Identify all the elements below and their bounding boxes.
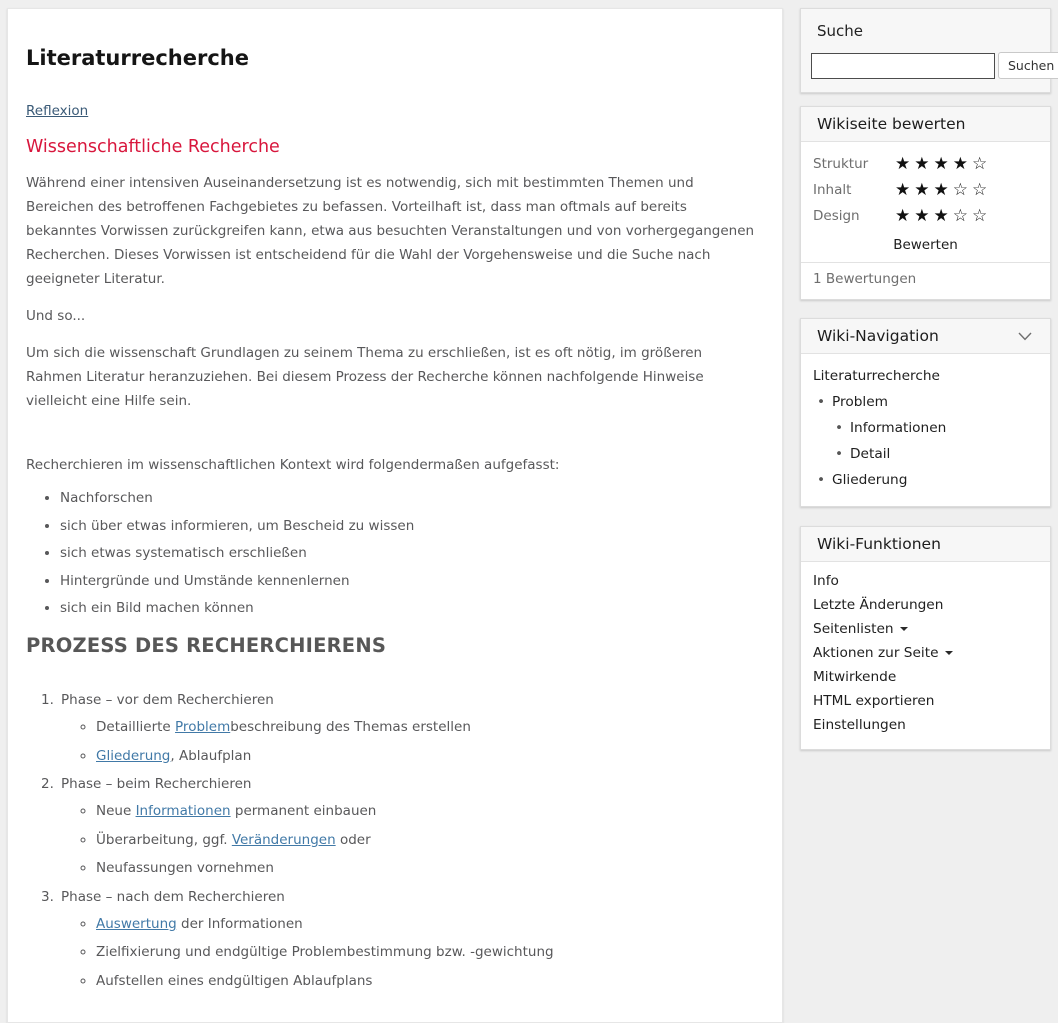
phase-sub-item: ◦ Neufassungen vornehmen — [96, 861, 756, 877]
function-item-label: Mitwirkende — [813, 669, 897, 685]
function-item-label: Letzte Änderungen — [813, 597, 944, 613]
search-input[interactable] — [811, 53, 995, 79]
phase-sub-item: ◦ Detaillierte Problembeschreibung des Themas erstellen — [96, 720, 756, 736]
wiki-functions-panel — [800, 526, 1051, 750]
context-bullet-item: • Hintergründe und Umstände kennenlernen — [60, 574, 756, 589]
content-link[interactable]: Auswertung — [96, 915, 177, 932]
star-filled-icon[interactable]: ★ — [895, 153, 915, 174]
star-filled-icon[interactable]: ★ — [914, 205, 934, 226]
bullet-icon: • — [835, 420, 844, 436]
rating-label: Inhalt — [813, 182, 852, 198]
star-rating[interactable] — [895, 153, 992, 174]
star-empty-icon[interactable]: ☆ — [952, 205, 972, 226]
phase-item — [41, 692, 756, 764]
function-item-info[interactable] — [813, 574, 1038, 588]
rating-row — [813, 177, 1038, 203]
phase-sub-item: ◦ Überarbeitung, ggf. Veränderungen oder — [96, 833, 756, 849]
phase-sub-item: ◦ Auswertung der Informationen — [96, 917, 756, 933]
nav-item-label: Literaturrecherche — [813, 368, 940, 384]
rating-count: 1 Bewertungen — [813, 271, 917, 287]
phase-title — [41, 692, 756, 708]
wiki-functions-title: Wiki-Funktionen — [817, 535, 941, 553]
nav-item-label: Detail — [850, 446, 891, 462]
phase-number: 3. — [41, 888, 54, 905]
star-empty-icon[interactable]: ☆ — [972, 205, 992, 226]
rating-label: Struktur — [813, 156, 869, 172]
rating-row — [813, 151, 1038, 177]
star-filled-icon[interactable]: ★ — [933, 179, 953, 200]
function-item-seitenlisten[interactable] — [813, 622, 1038, 636]
phase-item — [41, 888, 756, 990]
star-empty-icon[interactable]: ☆ — [952, 179, 972, 200]
star-rating[interactable] — [895, 205, 992, 226]
search-button[interactable]: Suchen — [998, 52, 1058, 79]
nav-item-literaturrecherche[interactable] — [813, 368, 1034, 384]
nav-item-gliederung[interactable] — [813, 472, 1034, 488]
phase-title — [41, 888, 756, 905]
star-filled-icon[interactable]: ★ — [933, 153, 953, 174]
phase-sub-item: ◦ Gliederung, Ablaufplan — [96, 749, 756, 765]
bullet-icon: • — [817, 394, 826, 410]
context-list — [26, 491, 756, 616]
star-filled-icon[interactable]: ★ — [895, 179, 915, 200]
nav-item-problem[interactable] — [813, 394, 1034, 410]
paragraph-grundlagen: Um sich die wissenschaft Grundlagen zu seinem Thema zu erschließen, ist es oft nötig, im größeren Rahmen Literatur heranzuziehen. Bei diesem Prozess der Recherche können nachfolgende Hinweise vielleicht eine Hilfe sein. — [26, 345, 704, 409]
section-heading: Wissenschaftliche Recherche — [26, 137, 280, 157]
star-filled-icon[interactable]: ★ — [895, 205, 915, 226]
context-bullet-item: • sich ein Bild machen können — [60, 601, 756, 616]
phase-label: Phase – nach dem Recherchieren — [61, 888, 285, 905]
function-item-label: Seitenlisten — [813, 621, 894, 637]
phase-label: Phase – beim Recherchieren — [61, 776, 252, 792]
context-bullet-item: • Nachforschen — [60, 491, 756, 506]
content-link[interactable]: Veränderungen — [231, 831, 336, 848]
content-link[interactable]: Problem — [175, 719, 231, 735]
phase-title — [41, 776, 756, 792]
wiki-navigation-panel — [800, 318, 1051, 507]
function-item-mitwirkende[interactable] — [813, 670, 1038, 684]
phase-sub-item: ◦ Neue Informationen permanent einbauen — [96, 804, 756, 820]
wiki-functions-list — [801, 562, 1050, 749]
nav-item-label: Gliederung — [832, 472, 908, 488]
phase-sub-list — [61, 804, 756, 877]
phase-sub-item: ◦ Zielfixierung und endgültige Problembestimmung bzw. -gewichtung — [96, 945, 756, 961]
star-filled-icon[interactable]: ★ — [914, 179, 934, 200]
content-link[interactable]: Gliederung — [96, 747, 171, 764]
sidebar — [800, 8, 1055, 750]
phase-number: 2. — [41, 776, 54, 792]
context-bullet-item: • sich etwas systematisch erschließen — [60, 546, 756, 561]
content-link[interactable]: Informationen — [135, 803, 231, 819]
function-item-aktionen-zur-seite[interactable] — [813, 646, 1038, 660]
context-bullet-item: • sich über etwas informieren, um Bescheid zu wissen — [60, 519, 756, 534]
star-filled-icon[interactable]: ★ — [914, 153, 934, 174]
rating-rows — [801, 142, 1050, 229]
nav-item-detail[interactable] — [813, 446, 1034, 462]
search-panel-title: Suche — [817, 22, 864, 40]
wiki-navigation-tree — [801, 354, 1050, 506]
bullet-icon: • — [817, 472, 826, 488]
phase-label: Phase – vor dem Recherchieren — [61, 692, 274, 708]
caret-down-icon — [900, 627, 908, 631]
phase-sub-item: ◦ Aufstellen eines endgültigen Ablaufplans — [96, 974, 756, 990]
phase-item — [41, 776, 756, 877]
rating-label: Design — [813, 208, 860, 224]
nav-item-label: Problem — [832, 394, 888, 410]
bullet-icon: • — [835, 446, 844, 462]
function-item-label: Einstellungen — [813, 717, 906, 733]
context-list-intro: Recherchieren im wissenschaftlichen Kontext wird folgendermaßen aufgefasst: — [26, 457, 560, 473]
rating-panel-title: Wikiseite bewerten — [817, 115, 966, 133]
search-panel — [800, 8, 1055, 93]
rating-panel — [800, 106, 1051, 300]
phase-sub-list — [61, 720, 756, 764]
star-empty-icon[interactable]: ☆ — [972, 153, 992, 174]
wiki-navigation-title: Wiki-Navigation — [817, 327, 939, 345]
rating-row — [813, 203, 1038, 229]
star-rating[interactable] — [895, 179, 992, 200]
function-item-einstellungen[interactable] — [813, 718, 1038, 732]
phase-sub-list — [61, 917, 756, 990]
paragraph-intro: Während einer intensiven Auseinandersetzung ist es notwendig, sich mit bestimmten Themen und Bereichen des betroffenen Fachgebietes zu befassen. Vorteilhaft ist, dass man oftmals auf bereits bekanntes Vorwissen zurückgreifen kann, etwa aus besuchten Veranstaltungen und von vorhergegangenen Recherchen. Dieses Vorwissen ist entscheidend für die Wahl der Vorgehensweise und die Suche nach geeigneter Literatur. — [26, 175, 755, 287]
star-filled-icon[interactable]: ★ — [933, 205, 953, 226]
star-filled-icon[interactable]: ★ — [952, 153, 972, 174]
function-item-letzte-änderungen[interactable] — [813, 598, 1038, 612]
main-content-card — [7, 8, 783, 1023]
reflexion-link[interactable]: Reflexion — [26, 103, 89, 119]
nav-item-informationen[interactable] — [813, 420, 1034, 436]
page-title: Literaturrecherche — [26, 46, 249, 70]
phase-number: 1. — [41, 692, 54, 708]
paragraph-und-so: Und so... — [26, 308, 86, 324]
chevron-down-icon[interactable] — [1016, 330, 1034, 343]
nav-item-label: Informationen — [850, 420, 947, 436]
function-item-label: Aktionen zur Seite — [813, 645, 939, 661]
rate-button[interactable]: Bewerten — [893, 237, 958, 253]
function-item-label: HTML exportieren — [813, 693, 935, 709]
star-empty-icon[interactable]: ☆ — [972, 179, 992, 200]
caret-down-icon — [945, 651, 953, 655]
function-item-html-exportieren[interactable] — [813, 694, 1038, 708]
function-item-label: Info — [813, 573, 839, 589]
phase-list — [26, 693, 756, 989]
process-heading: PROZESS DES RECHERCHIERENS — [26, 634, 387, 657]
